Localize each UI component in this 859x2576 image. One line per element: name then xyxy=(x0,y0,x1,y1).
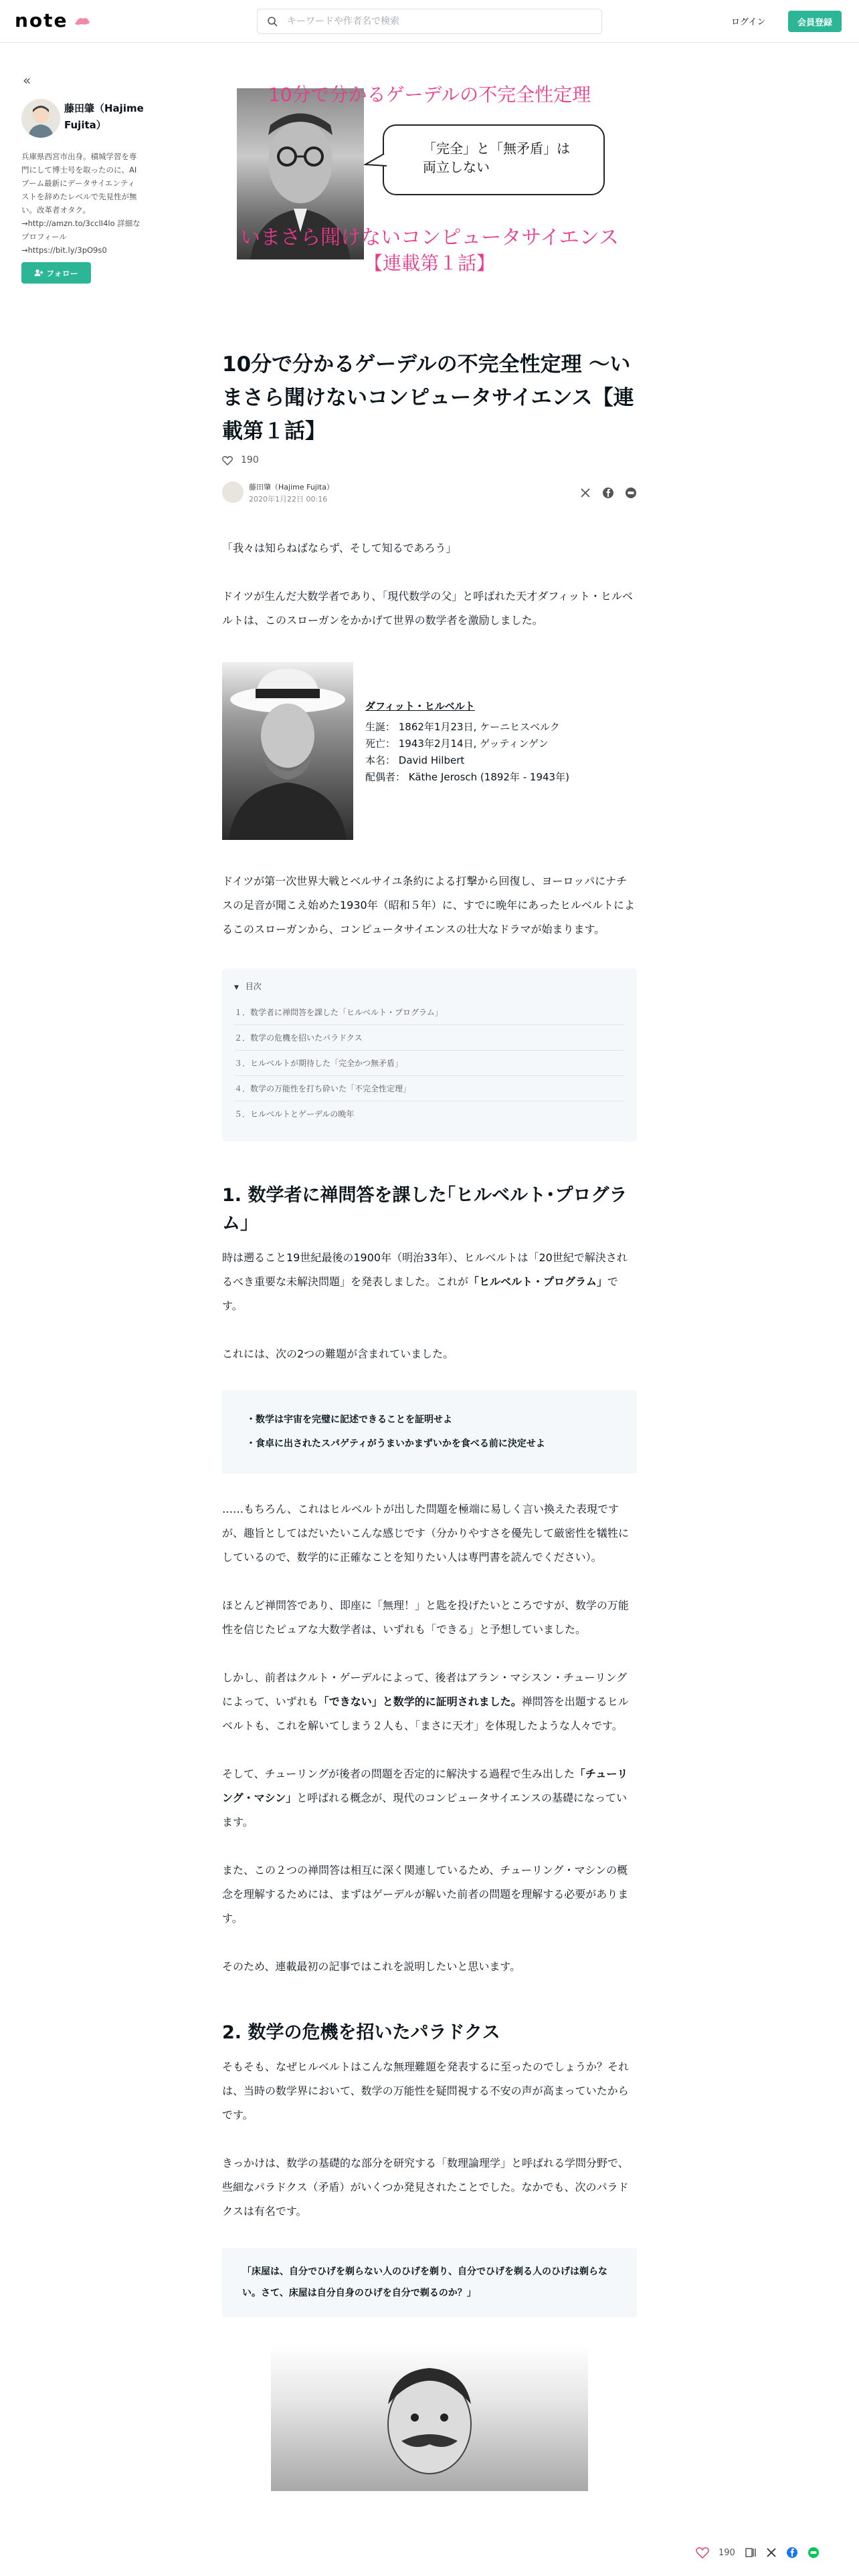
author-avatar[interactable] xyxy=(21,99,60,138)
like-button[interactable] xyxy=(222,455,637,465)
text-run: 時は遡ること19世紀最後の1900年（明治33年）、ヒルベルトは「20世紀で解決されるべき重要な未解決問題」を発表しました。これが xyxy=(222,1251,628,1288)
paragraph: また、この２つの禅問答は相互に深く関連しているため、チューリング・マシンの概念を理解するためには、まずはゲーデルが解いた前者の問題を理解する必要があります。 xyxy=(222,1864,629,1925)
bookmark-magazine-icon[interactable] xyxy=(745,2547,757,2559)
paragraph: そのため、連載最初の記事ではこれを説明したいと思います。 xyxy=(222,1960,521,1973)
bold-text: 「チューリング・マシン」 xyxy=(222,1767,628,1804)
bold-text: 「ヒルベルト・プログラム」 xyxy=(468,1275,607,1288)
paragraph: そもそも、なぜヒルベルトはこんな無理難題を発表するに至ったのでしょうか？それは、当時の数学界において、数学の万能性を疑問視する不安の声が高まっていたからです。 xyxy=(222,2060,630,2121)
toc-title: 目次 xyxy=(245,982,262,991)
toc-header[interactable] xyxy=(234,980,624,992)
bio-line: 門にして博士号を取ったのに、AI xyxy=(21,165,137,175)
follow-button[interactable] xyxy=(21,262,91,284)
caret-down-icon: ▼ xyxy=(234,984,239,991)
toc-item[interactable]: ３．ヒルベルトが期待した「完全かつ無矛盾」 xyxy=(234,1051,624,1076)
x-share-icon[interactable] xyxy=(766,2547,777,2558)
section-heading: 2. 数学の危機を招いたパラドクス xyxy=(222,2022,500,2043)
share-buttons xyxy=(579,487,637,499)
bullet-item: ・数学は宇宙を完璧に記述できることを証明せよ xyxy=(246,1414,452,1425)
toc-item[interactable]: ２．数学の危機を招いたパラドクス xyxy=(234,1025,624,1051)
facebook-share-icon[interactable] xyxy=(786,2547,798,2559)
toc-item[interactable]: ５．ヒルベルトとゲーデルの晩年 xyxy=(234,1109,355,1119)
bullet-item: ・食卓に出されたスパゲティがうまいかまずいかを食べる前に決定せよ xyxy=(246,1438,545,1449)
hilbert-born: 生誕： 1862年1月23日, ケーニヒスベルク xyxy=(365,721,560,733)
hilbert-photo xyxy=(222,662,353,840)
hero-title: 10分で分かるゲーデルの不完全性定理 xyxy=(268,84,591,106)
publish-date: 2020年1月22日 00:16 xyxy=(249,495,328,504)
bold-text: 「できない」と数学的に証明されました。 xyxy=(318,1695,522,1708)
line-share-icon[interactable] xyxy=(625,487,637,499)
footer-like-count: 190 xyxy=(719,2547,735,2558)
bio-line: ストを辞めたレベルで先見性が無 xyxy=(21,192,137,201)
collapse-sidebar-icon[interactable]: « xyxy=(23,72,31,88)
line-share-icon[interactable] xyxy=(807,2547,820,2559)
paragraph xyxy=(222,1762,637,1834)
x-share-icon[interactable] xyxy=(579,487,591,499)
add-user-icon xyxy=(34,269,43,277)
paragraph xyxy=(222,1666,637,1738)
hilbert-portrait-icon xyxy=(222,662,353,840)
note-logo[interactable] xyxy=(15,9,91,31)
like-count: 190 xyxy=(241,455,259,465)
bubble-tail-icon xyxy=(364,152,391,173)
hero-image xyxy=(222,74,637,285)
quote-text: 「床屋は、自分でひげを剃らない人のひげを剃り、自分でひげを剃る人のひげは剃らない。さて、床屋は自分自身のひげを自分で剃るのか？」 xyxy=(242,2266,607,2298)
facebook-share-icon[interactable] xyxy=(602,487,614,499)
heart-icon xyxy=(222,455,233,465)
signup-button[interactable]: 会員登録 xyxy=(788,11,842,32)
hero-series-label: 【連載第１話】 xyxy=(363,252,495,274)
bio-line: 兵庫県西宮市出身。積城学習を専 xyxy=(21,152,137,161)
hilbert-spouse: 配偶者： Käthe Jerosch (1892年 - 1943年) xyxy=(365,771,569,783)
paragraph: ……もちろん、これはヒルベルトが出した問題を極端に易しく言い換えた表現ですが、趣旨としてはだいたいこんな感じです（分かりやすさを優先して厳密性を犠牲にしているので、数学的に正確なことを知りたい人は専門書を読んでください）。 xyxy=(222,1503,630,1564)
top-header xyxy=(0,0,859,43)
table-of-contents xyxy=(222,968,637,1142)
text-run: と呼ばれる概念が、現代のコンピュータサイエンスの基礎になっています。 xyxy=(222,1792,628,1828)
article-meta xyxy=(222,476,637,512)
follow-label: フォロー xyxy=(46,268,78,278)
hilbert-info xyxy=(365,698,569,845)
search-box[interactable] xyxy=(257,9,602,34)
section-heading: 1. 数学者に禅問答を課した｢ヒルベルト･プログラム｣ xyxy=(222,1185,628,1234)
author-name[interactable]: 藤田肇（Hajime Fujita） xyxy=(64,102,144,131)
hilbert-name[interactable]: ダフィット・ヒルベルト xyxy=(365,700,475,712)
logo-deco-icon xyxy=(74,15,91,27)
toc-item[interactable]: １．数学者に禅問答を課した「ヒルベルト・プログラム」 xyxy=(234,1000,624,1025)
barber-illustration-icon xyxy=(271,2344,588,2491)
heart-icon[interactable] xyxy=(696,2547,709,2559)
bio-line: ブーム最新にデータサイエンティ xyxy=(21,179,135,188)
text-run: しかし、前者はクルト・ゲーデルによって、後者はアラン・マシスン・チューリングによって、いずれも xyxy=(222,1671,628,1708)
paragraph xyxy=(222,1246,637,1318)
text-run: そして、チューリングが後者の問題を否定的に解決する過程で生み出した xyxy=(222,1767,575,1780)
search-input[interactable] xyxy=(287,16,581,27)
meta-author-avatar[interactable] xyxy=(222,481,244,503)
paragraph: ドイツが第一次世界大戦とベルサイユ条約による打撃から回復し、ヨーロッパにナチスの足音が聞こえ始めた1930年（昭和５年）に、すでに晩年にあったヒルベルトによるこのスローガンから、コンピュータサイエンスの壮大なドラマが始まります。 xyxy=(222,875,636,936)
bottom-action-bar xyxy=(696,2547,820,2559)
paragraph: これには、次の2つの難題が含まれていました。 xyxy=(222,1348,454,1360)
hilbert-card xyxy=(222,657,637,845)
bio-link-line[interactable]: →https://bit.ly/3pO9s0 xyxy=(21,245,107,255)
hero-subtitle: いまさら聞けないコンピュータサイエンス xyxy=(240,226,619,249)
paragraph: ドイツが生んだ大数学者であり、「現代数学の父」と呼ばれた天才ダフィット・ヒルベルトは、このスローガンをかかげて世界の数学者を激励しました。 xyxy=(222,590,633,627)
search-icon xyxy=(267,16,278,27)
barber-illustration xyxy=(271,2344,588,2491)
quote-box xyxy=(222,2248,637,2317)
toc-item[interactable]: ４．数学の万能性を打ち砕いた「不完全性定理」 xyxy=(234,1076,624,1101)
bullet-box xyxy=(222,1390,637,1473)
paragraph: 「我々は知らねばならず、そして知るであろう」 xyxy=(222,542,457,554)
author-bio xyxy=(21,150,149,257)
login-link[interactable]: ログイン xyxy=(731,17,766,27)
avatar-illustration-icon xyxy=(21,99,60,138)
article-title: 10分で分かるゲーデルの不完全性定理 〜いまさら聞けないコンピュータサイエンス【連載第１話】 xyxy=(222,352,634,443)
text-run: です。 xyxy=(222,1275,618,1312)
paragraph: ほとんど禅問答であり、即座に「無理！」と匙を投げたいところですが、数学の万能性を信じたピュアな大数学者は、いずれも「できる」と予想していました。 xyxy=(222,1599,629,1636)
hilbert-real-name: 本名： David Hilbert xyxy=(365,754,465,766)
speech-bubble-text: 「完全」と「無矛盾」は両立しない xyxy=(423,140,570,175)
hilbert-died: 死亡： 1943年2月14日, ゲッティンゲン xyxy=(365,738,549,750)
bio-line: プロフィール xyxy=(21,232,67,241)
text-run: 禅問答を出題するヒルベルトも、これを解いてしまう２人も、「まさに天才」を体現したような人々です。 xyxy=(222,1695,629,1732)
bio-link-line[interactable]: →http://amzn.to/3cclI4lo 詳細な xyxy=(21,219,140,228)
bio-line: い。改革者オタク。 xyxy=(21,205,91,215)
logo-text: note xyxy=(15,9,68,31)
paragraph: きっかけは、数学の基礎的な部分を研究する「数理論理学」と呼ばれる学問分野で、些細なパラドクス（矛盾）がいくつか発見されたことでした。なかでも、次のパラドクスは有名です。 xyxy=(222,2157,629,2218)
meta-author-name[interactable]: 藤田肇（Hajime Fujita） xyxy=(249,483,334,492)
article-main xyxy=(222,74,637,2491)
